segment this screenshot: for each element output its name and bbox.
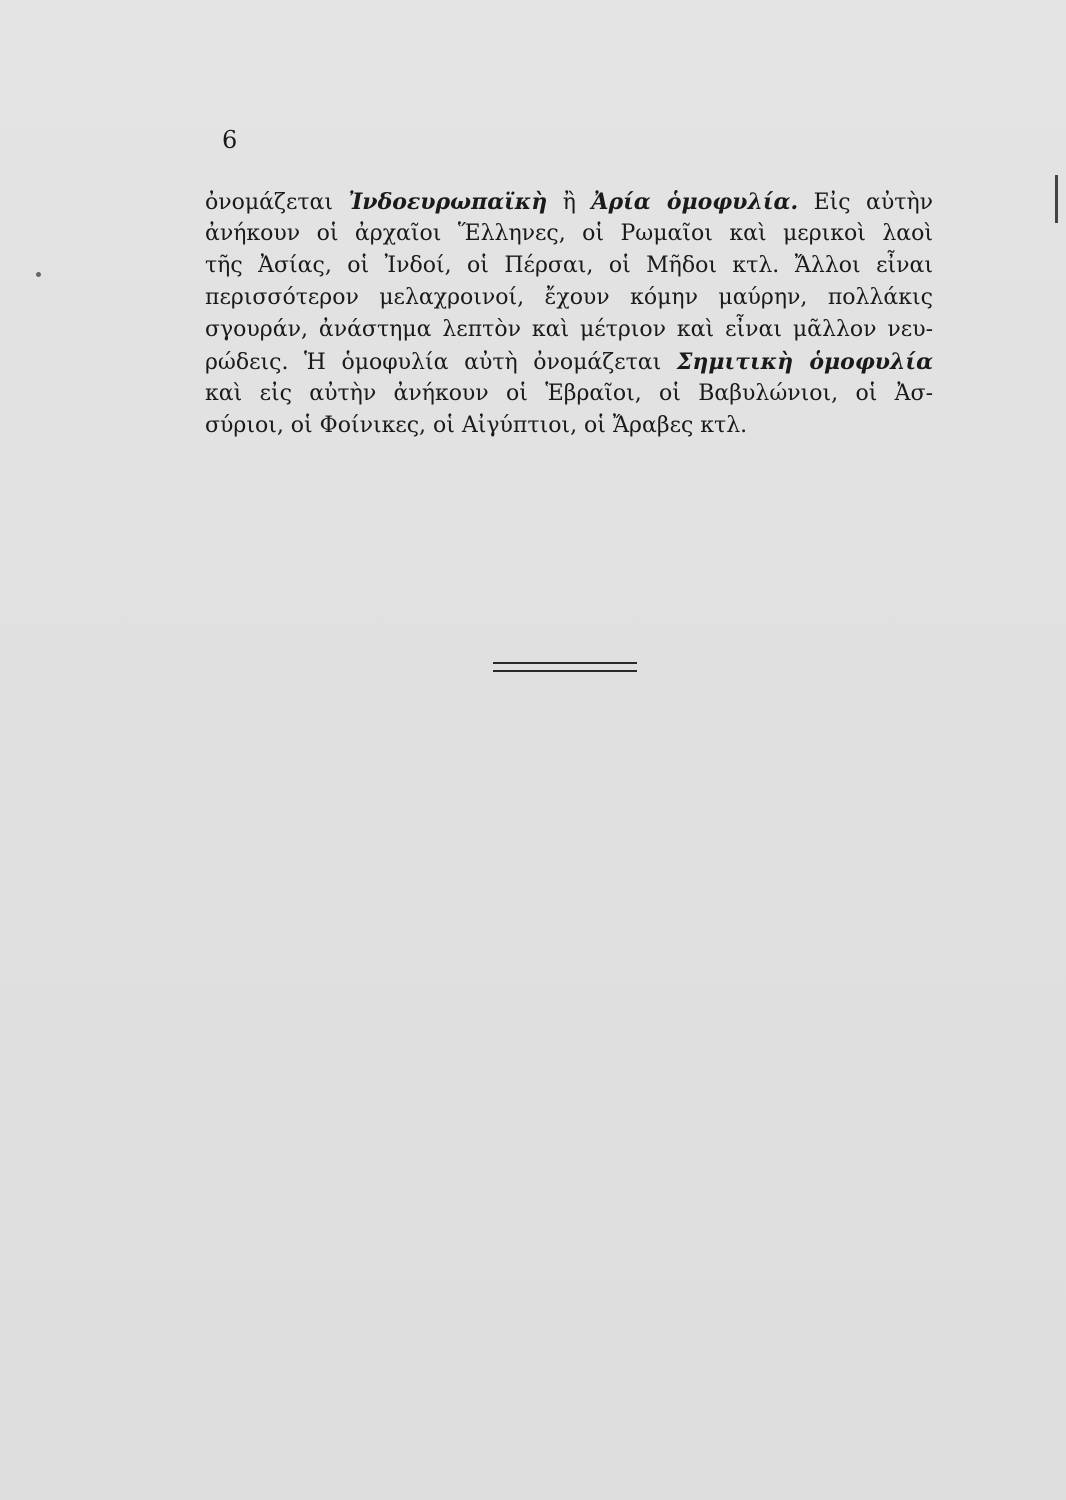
page-number: 6 <box>222 126 238 154</box>
text-run: καὶ εἰς αὐτὴν ἀνήκουν οἱ Ἑβραῖοι, οἱ Βαβυλώνιοι, οἱ Ἀσ- <box>205 381 933 406</box>
text-run: ἀνήκουν οἱ ἀρχαῖοι Ἕλληνες, οἱ Ρωμαῖοι καὶ μερικοὶ λαοὶ <box>205 221 933 246</box>
scan-speck <box>36 272 41 277</box>
text-line <box>205 218 933 250</box>
text-run: Εἰς αὐτὴν <box>798 190 934 215</box>
text-run: περισσότερον μελαχροινοί, ἔχουν κόμην μαύρην, πολλάκις <box>205 285 933 310</box>
text-run: ρώδεις. Ἡ ὁμοφυλία αὐτὴ ὀνομάζεται <box>205 350 677 375</box>
text-line <box>205 410 933 442</box>
emphasized-term: Ἀρία ὁμοφυλία. <box>591 189 799 215</box>
scan-edge-mark <box>1055 175 1058 223</box>
text-line <box>205 346 933 378</box>
text-line <box>205 378 933 410</box>
text-run: σγουράν, ἀνάστημα λεπτὸν καὶ μέτριον καὶ εἶναι μᾶλλον νευ- <box>205 317 933 342</box>
text-run: ὀνομάζεται <box>205 190 349 215</box>
text-line <box>205 282 933 314</box>
text-line <box>205 186 933 218</box>
body-paragraph <box>205 186 933 442</box>
emphasized-term: Σημιτικὴ ὁμοφυλία <box>676 349 933 375</box>
rule-line-bottom <box>493 670 637 672</box>
text-line <box>205 314 933 346</box>
text-run: ἢ <box>547 190 592 215</box>
text-line <box>205 250 933 282</box>
section-end-rule <box>493 662 637 672</box>
emphasized-term: Ἰνδοευρωπαϊκὴ <box>348 189 548 215</box>
rule-line-top <box>493 662 637 664</box>
text-run: σύριοι, οἱ Φοίνικες, οἱ Αἰγύπτιοι, οἱ Ἄραβες κτλ. <box>205 413 748 438</box>
text-run: τῆς Ἀσίας, οἱ Ἰνδοί, οἱ Πέρσαι, οἱ Μῆδοι κτλ. Ἄλλοι εἶναι <box>205 253 933 278</box>
